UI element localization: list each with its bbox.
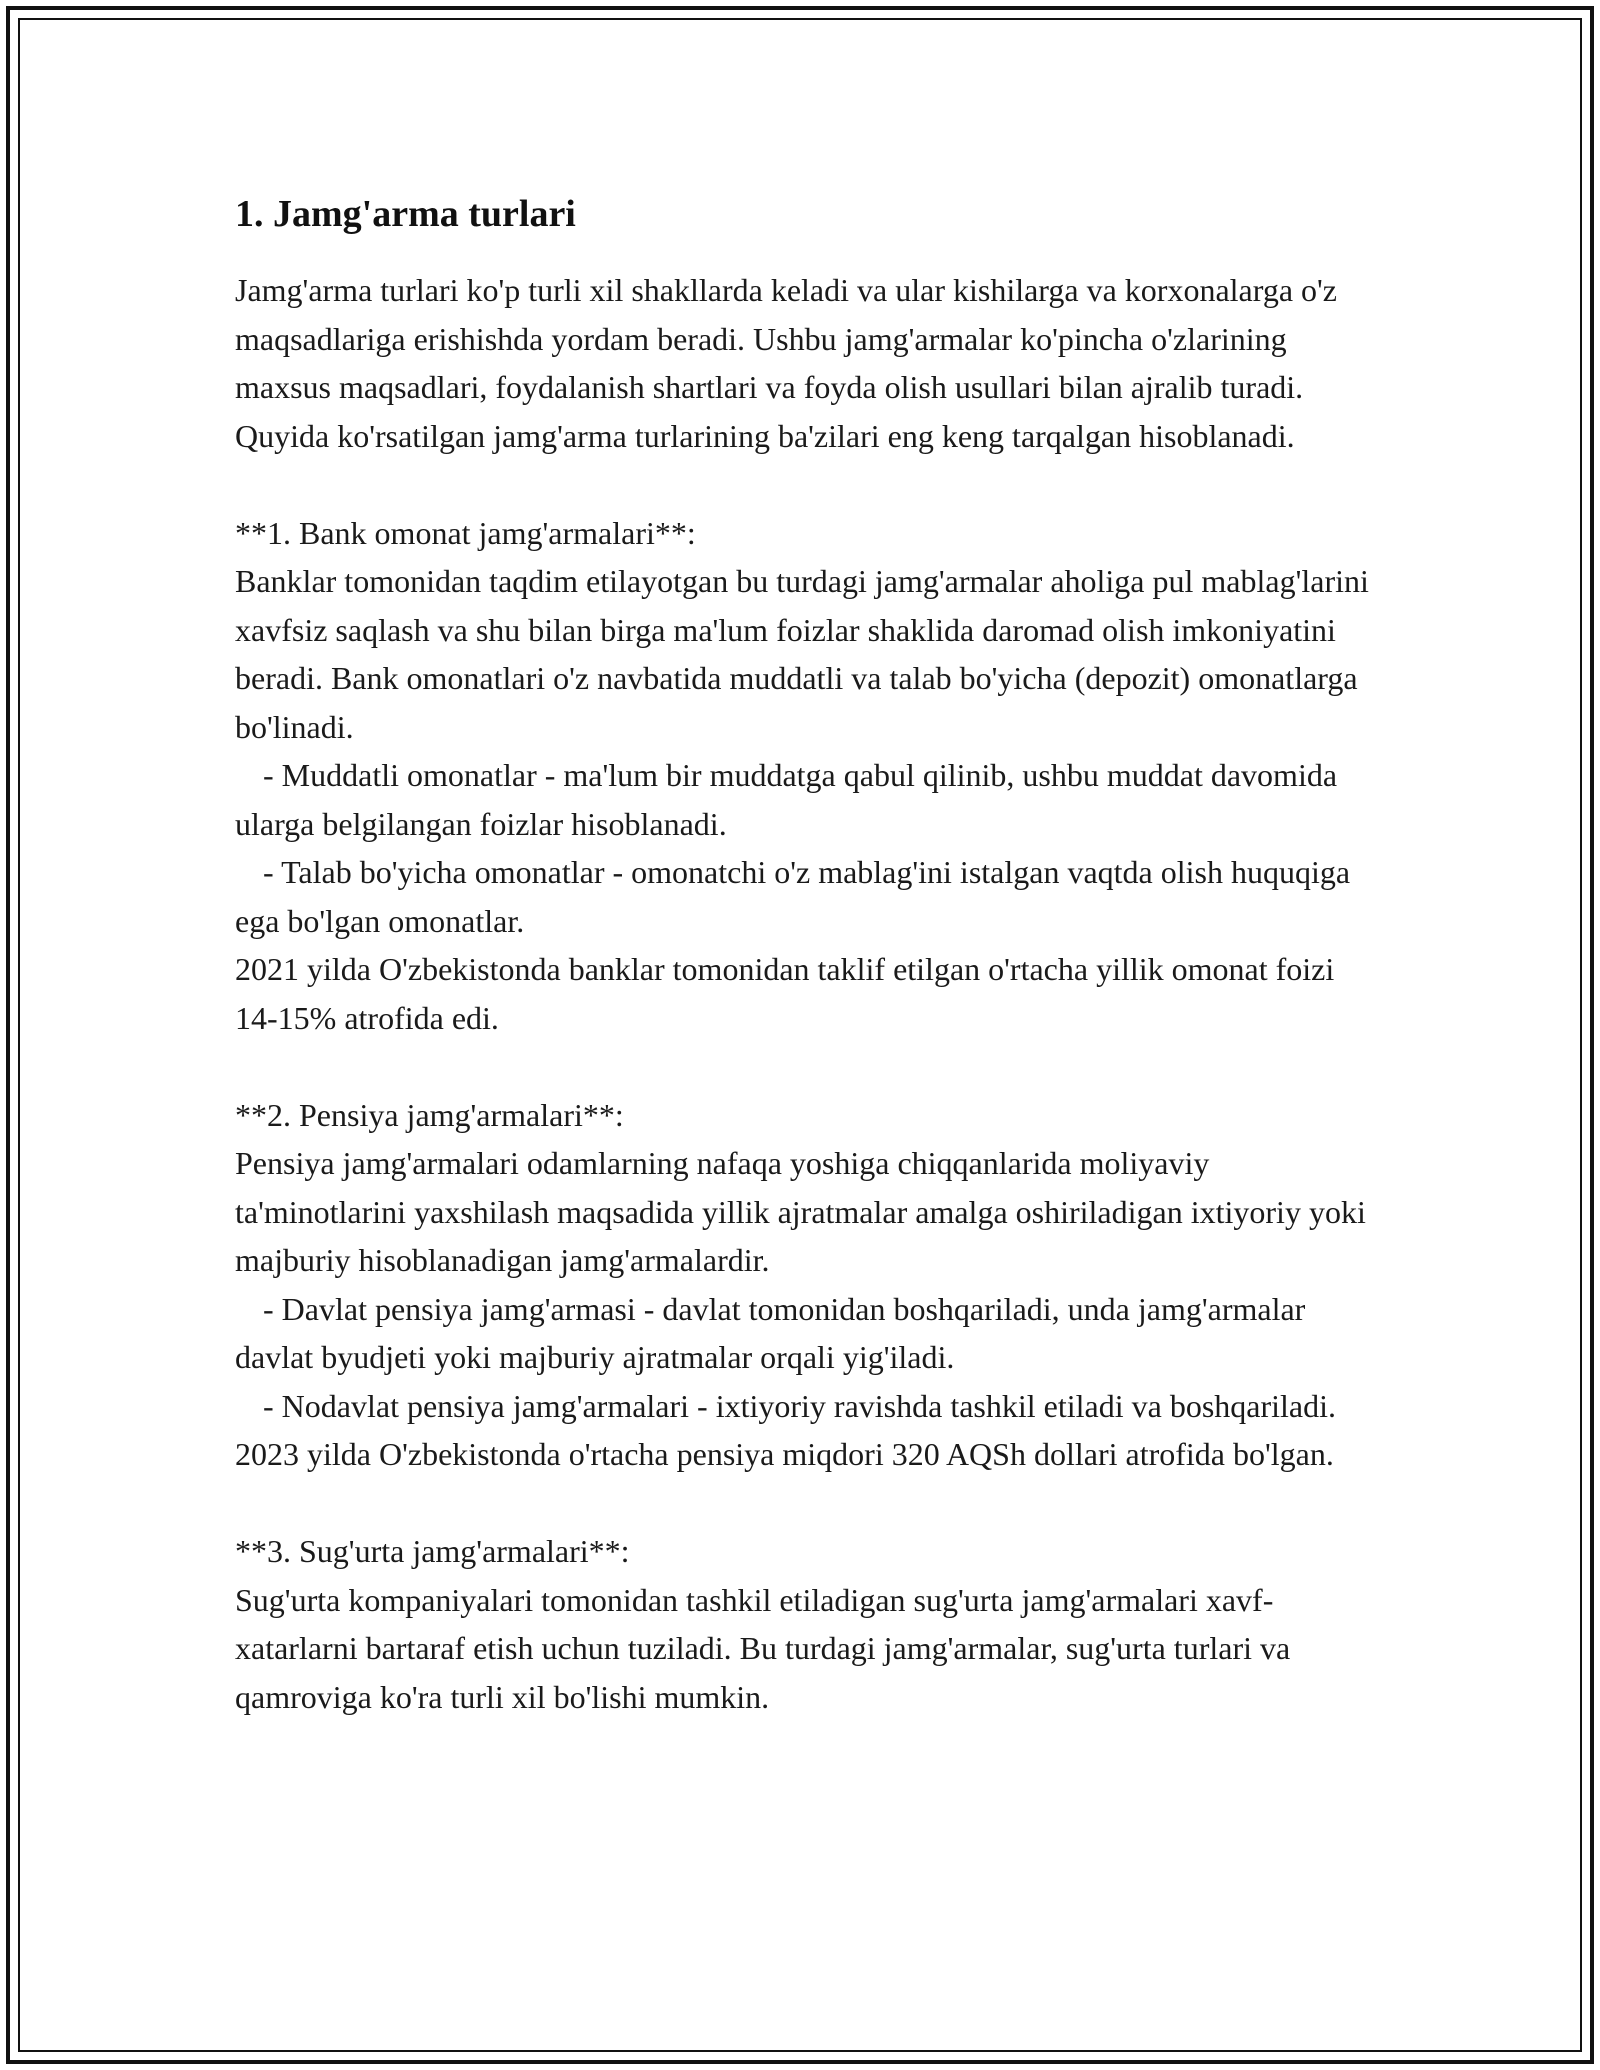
- bullet-item: - Davlat pensiya jamg'armasi - davlat tomonidan boshqariladi, unda jamg'armalar davlat byudjeti yoki majburiy ajratmalar orqali yig'iladi.: [235, 1290, 1314, 1375]
- subsection-note-pension: 2023 yilda O'zbekistonda o'rtacha pensiya miqdori 320 AQSh dollari atrofida bo'lgan.: [235, 1436, 1334, 1472]
- spacer: [235, 460, 1375, 509]
- section-heading: 1. Jamg'arma turlari: [235, 193, 576, 235]
- spacer: [235, 1042, 1375, 1091]
- document-body: [235, 188, 1375, 1721]
- bullet-item: - Nodavlat pensiya jamg'armalari - ixtiyoriy ravishda tashkil etiladi va boshqariladi.: [263, 1387, 1337, 1424]
- subsection-title-bank: **1. Bank omonat jamg'armalari**:: [235, 514, 696, 551]
- subsection-body-insurance: Sug'urta kompaniyalari tomonidan tashkil etiladigan sug'urta jamg'armalari xavf-xatarlarni bartaraf etish uchun tuziladi. Bu turdagi jamg'armalar, sug'urta turlari va qamroviga ko'ra turli xil bo'lishi mumkin.: [235, 1581, 1299, 1715]
- subsection-title-insurance: **3. Sug'urta jamg'armalari**:: [235, 1533, 630, 1569]
- spacer: [235, 1479, 1375, 1528]
- subsection-body-bank: Banklar tomonidan taqdim etilayotgan bu turdagi jamg'armalar aholiga pul mablag'larini xavfsiz saqlash va shu bilan birga ma'lum foizlar shaklida daromad olish imkoniyatini beradi. Bank omonatlari o'z navbatida muddatli va talab bo'yicha (depozit) omonatlarga bo'linadi.: [235, 563, 1377, 745]
- subsection-title-pension: **2. Pensiya jamg'armalari**:: [235, 1096, 624, 1133]
- bullet-item: - Muddatli omonatlar - ma'lum bir muddatga qabul qilinib, ushbu muddat davomida ularga belgilangan foizlar hisoblanadi.: [235, 757, 1346, 842]
- bullet-item: - Talab bo'yicha omonatlar - omonatchi o'z mablag'ini istalgan vaqtda olish huquqiga ega bo'lgan omonatlar.: [235, 854, 1359, 939]
- subsection-note-bank: 2021 yilda O'zbekistonda banklar tomonidan taklif etilgan o'rtacha yillik omonat foizi 14-15% atrofida edi.: [235, 951, 1343, 1036]
- intro-paragraph: Jamg'arma turlari ko'p turli xil shakllarda keladi va ular kishilarga va korxonalarga o'z maqsadlariga erishishda yordam beradi. Ushbu jamg'armalar ko'pincha o'zlarining maxsus maqsadlari, foydalanish shartlari va foyda olish usullari bilan ajralib turadi. Quyida ko'rsatilgan jamg'arma turlarining ba'zilari eng keng tarqalgan hisoblanadi.: [235, 272, 1345, 454]
- subsection-body-pension: Pensiya jamg'armalari odamlarning nafaqa yoshiga chiqqanlarida moliyaviy ta'minotlarini yaxshilash maqsadida yillik ajratmalar amalga oshiriladigan ixtiyoriy yoki majburiy hisoblanadigan jamg'armalardir.: [235, 1145, 1374, 1278]
